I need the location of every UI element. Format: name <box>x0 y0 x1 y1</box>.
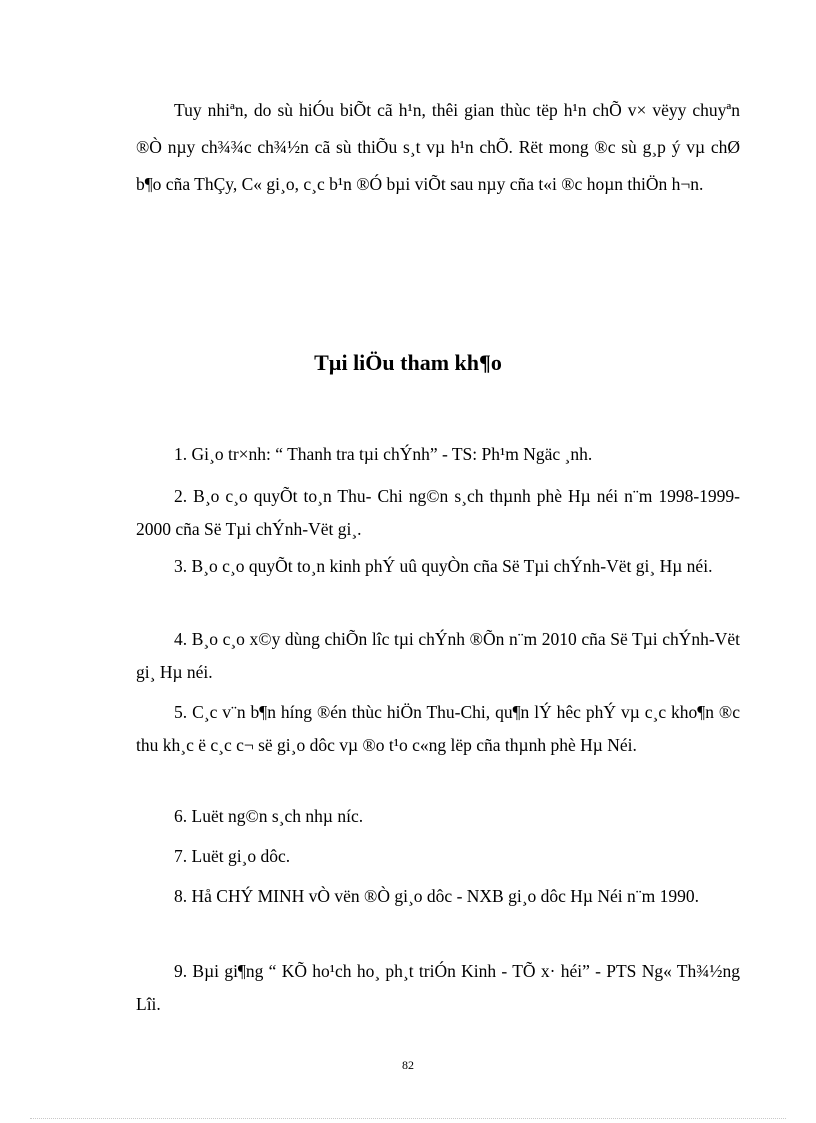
page-number: 82 <box>402 1058 414 1072</box>
intro-paragraph: Tuy nhiªn, do sù hiÓu biÕt cã h¹n, thêi gian thùc tëp h¹n chÕ v× vëyy chuyªn ®Ò nµy ch¾¾c ch¾½n cã sù thiÕu s¸t vµ h¹n chÕ. Rët mong ®c sù g¸p ý vµ chØ b¶o cña ThÇy, C« gi¸o, c¸c b¹n ®Ó bµi viÕt sau nµy cña t«i ®c hoµn thiÖn h¬n. <box>136 100 740 194</box>
reference-item: 8. Hå CHÝ MINH vÒ vën ®Ò gi¸o dôc - NXB gi¸o dôc Hµ Néi n¨m 1990. <box>174 886 699 906</box>
reference-item: 7. Luët gi¸o dôc. <box>174 846 291 866</box>
reference-item: 4. B¸o c¸o x©y dùng chiÕn lîc tµi chÝnh ®Õn n¨m 2010 cña Së Tµi chÝnh-Vët gi¸ Hµ néi. <box>136 629 740 682</box>
section-title: Tµi liÖu tham kh¶o <box>314 350 502 375</box>
reference-item: 5. C¸c v¨n b¶n híng ®én thùc hiÖn Thu-Chi, qu¶n lÝ hêc phÝ vµ c¸c kho¶n ®c thu kh¸c ë c¸c c¬ së gi¸o dôc vµ ®o t¹o c«ng lëp cña thµnh phè Hµ Néi. <box>136 702 740 755</box>
page-bottom-divider <box>30 1118 786 1119</box>
reference-item: 9. Bµi gi¶ng “ KÕ ho¹ch ho¸ ph¸t triÓn Kinh - TÕ x· héi” - PTS Ng« Th¾½ng Lîi. <box>136 961 740 1014</box>
reference-item: 1. Gi¸o tr×nh: “ Thanh tra tµi chÝnh” - TS: Ph¹m Ngäc ¸nh. <box>174 444 593 464</box>
reference-item: 6. Luët ng©n s¸ch nhµ níc. <box>174 806 364 826</box>
reference-item: 2. B¸o c¸o quyÕt to¸n Thu- Chi ng©n s¸ch thµnh phè Hµ néi n¨m 1998-1999- 2000 cña Së Tµi chÝnh-Vët gi¸. <box>136 486 740 539</box>
reference-item: 3. B¸o c¸o quyÕt to¸n kinh phÝ uû quyÒn cña Së Tµi chÝnh-Vët gi¸ Hµ néi. <box>174 556 713 576</box>
